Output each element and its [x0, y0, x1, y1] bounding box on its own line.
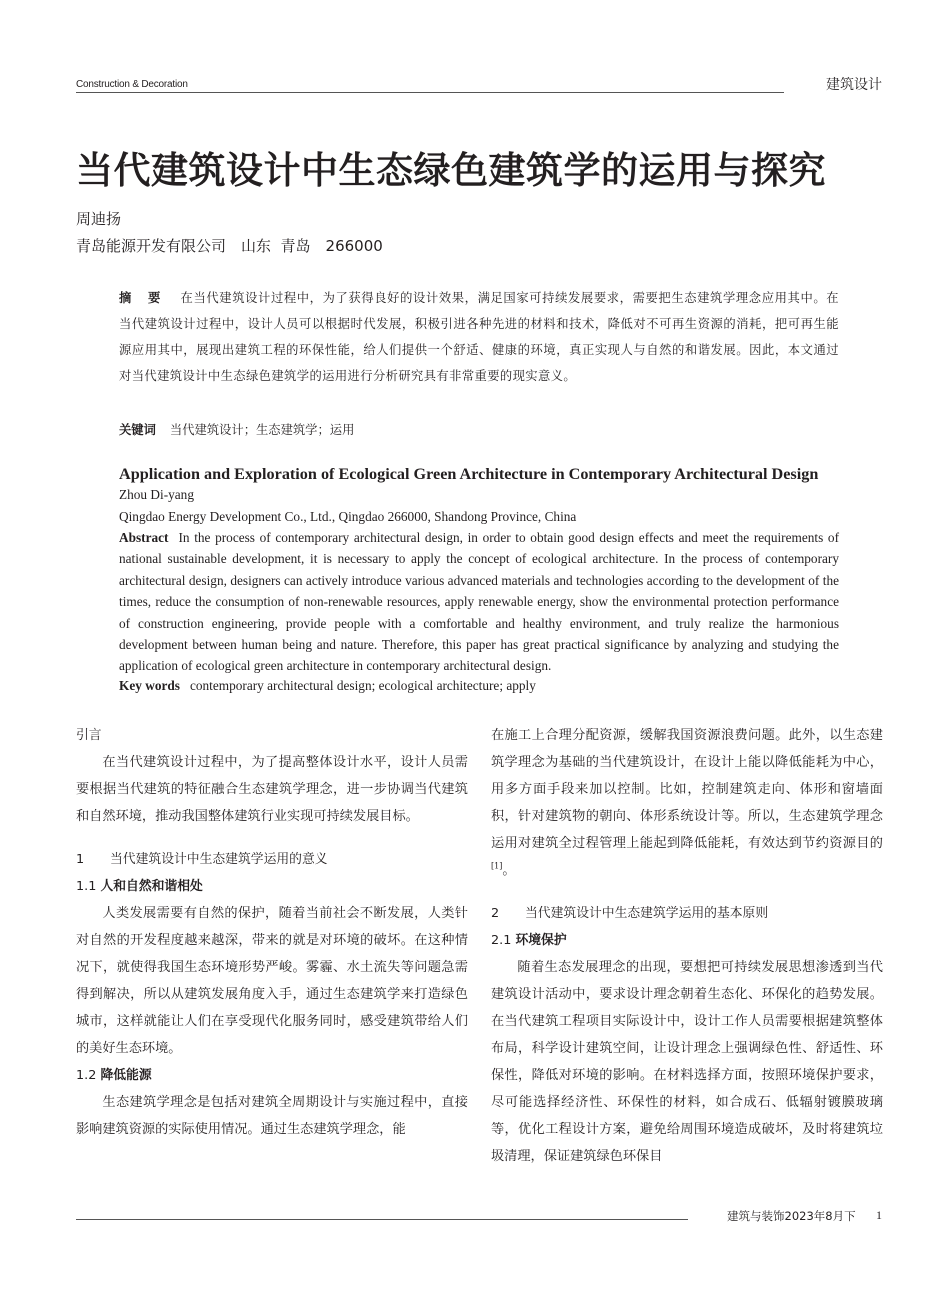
body-column-left — [76, 722, 468, 1143]
keywords-cn-label: 关键词 — [119, 423, 156, 437]
english-keywords-label: Key words — [119, 678, 180, 693]
section-1-1-number: 1.1 — [76, 879, 97, 894]
page-number: 1 — [876, 1208, 882, 1222]
section-2-title: 当代建筑设计中生态建筑学运用的基本原则 — [525, 906, 769, 921]
continued-paragraph — [491, 722, 883, 884]
english-author: Zhou Di-yang — [119, 487, 194, 502]
abstract-cn-label: 摘 要 — [119, 291, 167, 305]
english-keywords-text: contemporary architectural design; ecological architecture; apply — [189, 678, 536, 693]
author-affiliation: 青岛能源开发有限公司 山东 青岛 266000 — [76, 237, 383, 255]
footer-rule — [76, 1219, 688, 1220]
section-2-number: 2 — [491, 906, 500, 921]
section-2-1-heading — [491, 927, 883, 954]
intro-heading: 引言 — [76, 728, 102, 743]
running-header-right: 建筑设计 — [826, 77, 882, 93]
section-2-1-number: 2.1 — [491, 933, 512, 948]
body-column-right — [491, 722, 883, 1170]
section-1-2-number: 1.2 — [76, 1068, 97, 1083]
section-1-2-title: 降低能源 — [100, 1068, 152, 1083]
section-2-1-title: 环境保护 — [515, 933, 567, 948]
section-1-number: 1 — [76, 852, 85, 867]
section-1-2-heading — [76, 1062, 468, 1089]
intro-paragraph: 在当代建筑设计过程中，为了提高整体设计水平，设计人员需要根据当代建筑的特征融合生态建筑学理念，进一步协调当代建筑和自然环境，推动我国整体建筑行业实现可持续发展目标。 — [76, 755, 468, 824]
section-1-2-paragraph: 生态建筑学理念是包括对建筑全周期设计与实施过程中，直接影响建筑资源的实际使用情况。通过生态建筑学理念，能 — [76, 1095, 468, 1137]
footer-journal: 建筑与装饰2023年8月下 — [727, 1209, 856, 1223]
english-affiliation: Qingdao Energy Development Co., Ltd., Qingdao 266000, Shandong Province, China — [119, 509, 577, 524]
english-abstract-label: Abstract — [119, 530, 169, 545]
citation-ref: [1] — [491, 861, 503, 871]
continued-paragraph-text: 在施工上合理分配资源，缓解我国资源浪费问题。此外，以生态建筑学理念为基础的当代建筑设计，在设计上能以降低能耗为中心，用多方面手段来加以控制。比如，控制建筑走向、体形和窗墙面积，针对建筑物的朝向、体形系统设计等。所以，生态建筑学理念运用对建筑全过程管理上能起到降低能耗，有效达到节约资源目的 — [491, 728, 883, 851]
section-2-1-paragraph: 随着生态发展理念的出现，要想把可持续发展思想渗透到当代建筑设计活动中，要求设计理念朝着生态化、环保化的趋势发展。在当代建筑工程项目实际设计中，设计工作人员需要根据建筑整体布局，科学设计建筑空间，让设计理念上强调绿色性、舒适性、环保性，降低对环境的影响。在材料选择方面，按照环境保护要求，尽可能选择经济性、环保性的材料，如合成石、低辐射镀膜玻璃等，优化工程设计方案，避免给周围环境造成破坏，及时将建筑垃圾清理，保证建筑绿色环保目 — [491, 960, 883, 1164]
section-1-1-paragraph: 人类发展需要有自然的保护，随着当前社会不断发展，人类针对自然的开发程度越来越深，带来的就是对环境的破坏。在这种情况下，就使得我国生态环境形势严峻。雾霾、水土流失等问题急需得到解决，所以从建筑发展角度入手，通过生态建筑学来打造绿色城市，这样就能让人们在享受现代化服务同时，感受建筑带给人们的美好生态环境。 — [76, 906, 468, 1056]
keywords-cn — [119, 420, 354, 438]
author-name: 周迪扬 — [76, 210, 122, 228]
continued-paragraph-end: 。 — [502, 863, 516, 878]
section-2-heading — [491, 900, 883, 927]
english-abstract — [119, 527, 839, 677]
english-abstract-text: In the process of contemporary architectural design, in order to obtain good design effects and meet the requirements of national sustainable development, it is necessary to apply the concept of ecological architecture. In the process of contemporary architectural design, designers can actively introduce various advanced materials and technologies according to the development of the times, reduce the consumption of non-renewable resources, apply renewable energy, show the environmental protection performance of construction engineering, provide people with a comfortable and healthy environment, and truly realize the harmonious development between human being and nature. Therefore, this paper has great practical significance by analyzing and studying the application of ecological green architecture in contemporary architectural design. — [119, 530, 839, 674]
paper-title: 当代建筑设计中生态绿色建筑学的运用与探究 — [76, 149, 826, 192]
keywords-cn-text: 当代建筑设计；生态建筑学；运用 — [169, 423, 355, 437]
english-title: Application and Exploration of Ecological Green Architecture in Contemporary Architectural Design — [119, 465, 819, 483]
english-keywords — [119, 678, 536, 694]
abstract-cn-text: 在当代建筑设计过程中，为了获得良好的设计效果，满足国家可持续发展要求，需要把生态建筑学理念应用其中。在当代建筑设计过程中，设计人员可以根据时代发展，积极引进各种先进的材料和技术，降低对不可再生资源的消耗，把可再生能源应用其中，展现出建筑工程的环保性能，给人们提供一个舒适、健康的环境，真正实现人与自然的和谐发展。因此，本文通过对当代建筑设计中生态绿色建筑学的运用进行分析研究具有非常重要的现实意义。 — [119, 291, 839, 383]
section-1-1-heading — [76, 873, 468, 900]
section-1-heading — [76, 846, 468, 873]
running-header-left: Construction & Decoration — [76, 79, 188, 90]
section-1-title: 当代建筑设计中生态建筑学运用的意义 — [110, 852, 328, 867]
abstract-cn — [119, 285, 839, 389]
section-1-1-title: 人和自然和谐相处 — [100, 879, 203, 894]
header-rule — [76, 92, 784, 93]
